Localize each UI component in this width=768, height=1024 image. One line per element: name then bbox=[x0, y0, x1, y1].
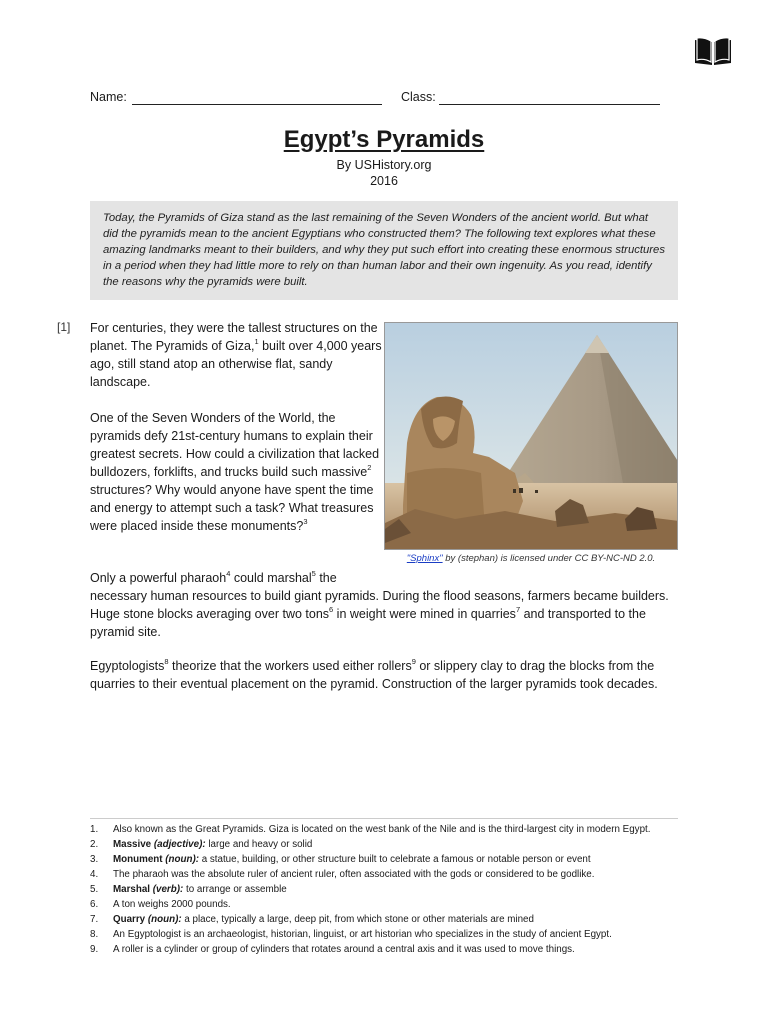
footnote-item bbox=[90, 942, 680, 957]
text-segment: Egyptologists bbox=[90, 659, 165, 673]
footnote-definition: a statue, building, or other structure built to celebrate a famous or notable person or event bbox=[199, 854, 591, 865]
footnote-definition: An Egyptologist is an archaeologist, historian, linguist, or art historian who specializes in the study of ancient Egypt. bbox=[113, 929, 612, 940]
footnote-definition: Also known as the Great Pyramids. Giza is located on the west bank of the Nile and is the third-largest city in modern Egypt. bbox=[113, 824, 651, 835]
year: 2016 bbox=[370, 174, 398, 188]
footnote-pos: (verb): bbox=[152, 884, 184, 895]
footnote-text bbox=[113, 942, 680, 957]
footnote-term: Quarry bbox=[113, 914, 146, 925]
class-label: Class: bbox=[401, 90, 436, 104]
name-label: Name: bbox=[90, 90, 127, 104]
text-segment: could marshal bbox=[230, 571, 312, 585]
text-segment: theorize that the workers used either rollers bbox=[168, 659, 412, 673]
footnote-definition: a place, typically a large, deep pit, from which stone or other materials are mined bbox=[181, 914, 534, 925]
footnote-definition: to arrange or assemble bbox=[183, 884, 287, 895]
text-segment: built over 4,000 years ago, still stand atop an otherwise flat, sandy landscape. bbox=[90, 339, 382, 389]
footnote-item bbox=[90, 837, 680, 852]
footnote-ref[interactable]: 1 bbox=[254, 337, 259, 346]
text-segment: For centuries, they were the tallest structures on the planet. The Pyramids of Giza, bbox=[90, 321, 378, 353]
paragraph-4 bbox=[90, 657, 680, 693]
caption-text: by (stephan) is licensed under CC BY-NC-ND 2.0. bbox=[442, 553, 656, 564]
footnote-number: 4. bbox=[90, 869, 99, 880]
name-field-line[interactable] bbox=[132, 104, 382, 105]
footnote-item bbox=[90, 852, 680, 867]
paragraph-2 bbox=[90, 409, 382, 535]
footnote-term: Massive bbox=[113, 839, 152, 850]
author: By USHistory.org bbox=[336, 158, 432, 172]
footnote-text bbox=[113, 912, 680, 927]
footnote-ref[interactable]: 9 bbox=[411, 657, 416, 666]
page-title: Egypt’s Pyramids bbox=[283, 126, 485, 153]
text-segment: and transported to the pyramid site. bbox=[90, 607, 646, 639]
caption-link[interactable]: "Sphinx" bbox=[406, 553, 443, 564]
footnote-text bbox=[113, 927, 680, 942]
footnote-number: 5. bbox=[90, 884, 99, 895]
footnote-text bbox=[113, 852, 680, 867]
text-segment: One of the Seven Wonders of the World, the pyramids defy 21st-century humans to explain their greatest secrets. How could a civilization that lacked bulldozers, forklifts, and trucks build such massive bbox=[90, 411, 380, 479]
footnote-term: Monument bbox=[113, 854, 163, 865]
sphinx-illustration bbox=[385, 323, 678, 550]
footnote-ref[interactable]: 8 bbox=[164, 657, 169, 666]
footnote-number: 6. bbox=[90, 899, 99, 910]
footnote-ref[interactable]: 2 bbox=[367, 463, 372, 472]
footnote-list bbox=[90, 822, 680, 957]
footnote-number: 7. bbox=[90, 914, 99, 925]
paragraph-1 bbox=[90, 319, 382, 391]
footnote-definition: A ton weighs 2000 pounds. bbox=[113, 899, 231, 910]
footnote-item bbox=[90, 897, 680, 912]
footnote-pos: (noun): bbox=[165, 854, 199, 865]
footnote-definition: large and heavy or solid bbox=[205, 839, 313, 850]
footnote-definition: The pharaoh was the absolute ruler of ancient ruler, often associated with the gods or considered to be godlike. bbox=[113, 869, 595, 880]
footnote-ref[interactable]: 4 bbox=[226, 569, 231, 578]
intro-box: Today, the Pyramids of Giza stand as the last remaining of the Seven Wonders of the ancient world. But what did the pyramids mean to the ancient Egyptians who constructed them? The following text explores what these amazing landmarks meant to their builders, and why they put such effort into creating these enormous structures in a period when they had little more to rely on than human labor and their own ingenuity. As you read, identify the reasons why the pyramids were built. bbox=[90, 201, 678, 300]
footnote-item bbox=[90, 927, 680, 942]
footnote-definition: A roller is a cylinder or group of cylinders that rotates around a central axis and it was used to move things. bbox=[113, 944, 575, 955]
footnote-text bbox=[113, 837, 680, 852]
footnote-number: 1. bbox=[90, 824, 99, 835]
footnote-number: 9. bbox=[90, 944, 99, 955]
text-segment: or slippery clay to drag the blocks from the quarries to their eventual placement on the pyramid. Construction of the larger pyramids took decades. bbox=[90, 659, 658, 691]
footnote-item bbox=[90, 882, 680, 897]
footnote-item bbox=[90, 867, 680, 882]
footnote-ref[interactable]: 7 bbox=[515, 605, 521, 614]
footnote-term: Marshal bbox=[113, 884, 151, 895]
footnote-ref[interactable]: 5 bbox=[311, 569, 316, 578]
footnote-pos: (adjective): bbox=[153, 839, 206, 850]
paragraph-number: [1] bbox=[57, 320, 71, 334]
footnote-divider bbox=[90, 818, 678, 819]
footnote-ref[interactable]: 6 bbox=[329, 605, 334, 614]
footnote-text bbox=[113, 867, 680, 882]
text-segment: structures? Why would anyone have spent the time and energy to attempt such a task? What treasures were placed inside these monuments? bbox=[90, 483, 374, 533]
footnote-item bbox=[90, 822, 680, 837]
footnote-number: 8. bbox=[90, 929, 99, 940]
byline bbox=[0, 157, 768, 189]
footnote-text bbox=[113, 822, 680, 837]
image-caption bbox=[384, 553, 678, 564]
footnote-text bbox=[113, 897, 680, 912]
text-segment: necessary human resources to build giant pyramids. During the flood seasons, farmers became builders. Huge stone blocks averaging over two tons bbox=[90, 589, 669, 621]
sphinx-pyramid-photo bbox=[384, 322, 678, 550]
footnote-item bbox=[90, 912, 680, 927]
book-icon bbox=[693, 36, 733, 66]
footnote-ref[interactable]: 3 bbox=[303, 517, 308, 526]
text-segment: in weight were mined in quarries bbox=[333, 607, 516, 621]
paragraph-3 bbox=[90, 569, 680, 641]
text-segment: Only a powerful pharaoh bbox=[90, 571, 227, 585]
footnote-pos: (noun): bbox=[147, 914, 182, 925]
footnote-number: 2. bbox=[90, 839, 99, 850]
footnote-text bbox=[113, 882, 680, 897]
class-field-line[interactable] bbox=[439, 104, 660, 105]
text-segment: the bbox=[315, 571, 337, 585]
footnote-number: 3. bbox=[90, 854, 99, 865]
